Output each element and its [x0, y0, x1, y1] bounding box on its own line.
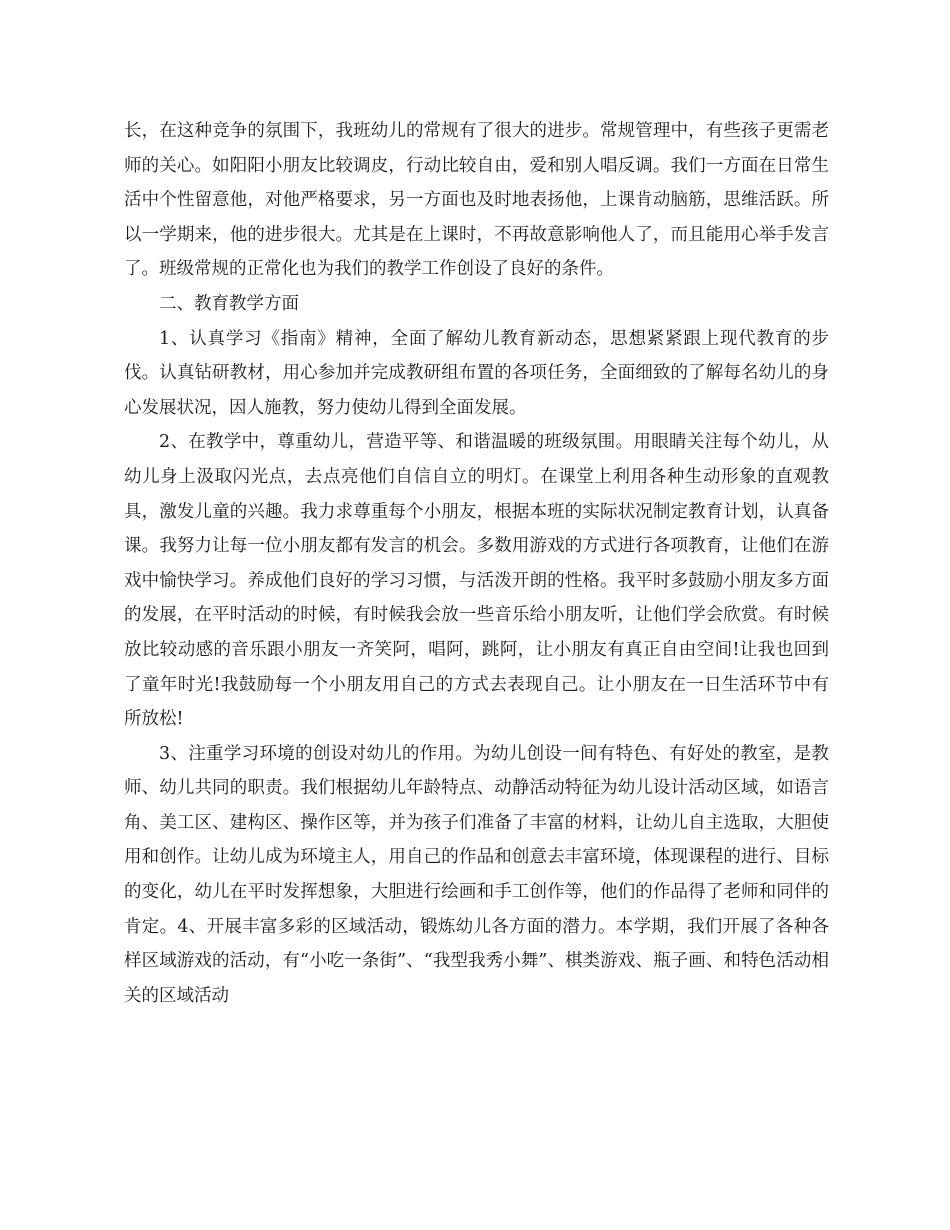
paragraph-item-1: 1、认真学习《指南》精神，全面了解幼儿教育新动态，思想紧紧跟上现代教育的步伐。认真钻研教材，用心参加并完成教研组布置的各项任务，全面细致的了解每名幼儿的身心发展状况，因人施教，努力使幼儿得到全面发展。: [124, 328, 829, 418]
paragraph-continuation: 长，在这种竞争的氛围下，我班幼儿的常规有了很大的进步。常规管理中，有些孩子更需老师的关心。如阳阳小朋友比较调皮，行动比较自由，爱和别人唱反调。我们一方面在日常生活中个性留意他，对他严格要求，另一方面也及时地表扬他，上课肯动脑筋，思维活跃。所以一学期来，他的进步很大。尤其是在上课时，不再故意影响他人了，而且能用心举手发言了。班级常规的正常化也为我们的教学工作创设了良好的条件。: [124, 121, 829, 280]
section-heading: 二、教育教学方面: [159, 293, 299, 314]
paragraph-item-3: 3、注重学习环境的创设对幼儿的作用。为幼儿创设一间有特色、有好处的教室，是教师、幼儿共同的职责。我们根据幼儿年龄特点、动静活动特征为幼儿设计活动区域，如语言角、美工区、建构区、操作区等，并为孩子们准备了丰富的材料，让幼儿自主选取，大胆使用和创作。让幼儿成为环境主人，用自己的作品和创意去丰富环境，体现课程的进行、目标的变化，幼儿在平时发挥想象，大胆进行绘画和手工创作等，他们的作品得了老师和同伴的肯定。4、开展丰富多彩的区域活动，锻炼幼儿各方面的潜力。本学期，我们开展了各种各样区域游戏的活动，有“小吃一条街”、“我型我秀小舞”、棋类游戏、瓶子画、和特色活动相关的区域活动: [124, 743, 829, 1006]
document-body: [124, 114, 829, 1013]
paragraph-item-2: 2、在教学中，尊重幼儿，营造平等、和谐温暖的班级氛围。用眼睛关注每个幼儿，从幼儿身上汲取闪光点，去点亮他们自信自立的明灯。在课堂上利用各种生动形象的直观教具，激发儿童的兴趣。我力求尊重每个小朋友，根据本班的实际状况制定教育计划，认真备课。我努力让每一位小朋友都有发言的机会。多数用游戏的方式进行各项教育，让他们在游戏中愉快学习。养成他们良好的学习习惯，与活泼开朗的性格。我平时多鼓励小朋友多方面的发展，在平时活动的时候，有时候我会放一些音乐给小朋友听，让他们学会欣赏。有时候放比较动感的音乐跟小朋友一齐笑阿，唱阿，跳阿，让小朋友有真正自由空间!让我也回到了童年时光!我鼓励每一个小朋友用自己的方式去表现自己。让小朋友在一日生活环节中有所放松!: [124, 432, 829, 730]
